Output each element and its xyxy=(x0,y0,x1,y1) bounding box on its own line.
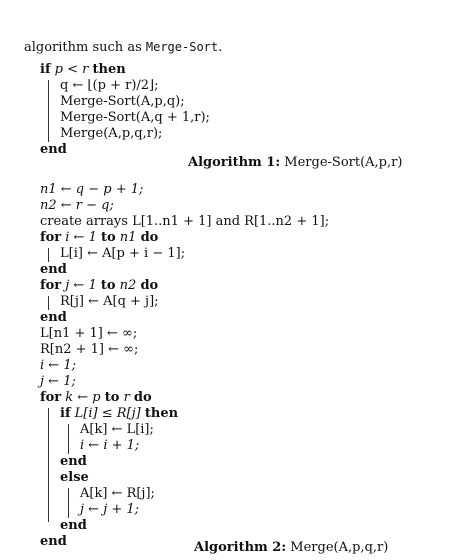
alg2-line-i1: i ← 1; xyxy=(40,358,76,373)
alg1-line-1: q ← ⌊(p + r)/2⌋; xyxy=(60,78,159,93)
alg2-else-bar xyxy=(68,488,69,518)
alg2-line-n2: n2 ← r − q; xyxy=(40,198,114,213)
alg1-line-2: Merge-Sort(A,p,q); xyxy=(60,94,185,109)
alg2-end-else: end xyxy=(60,518,87,533)
alg1-line-4: Merge(A,p,q,r); xyxy=(60,126,163,141)
alg2-line-Ln1: L[n1 + 1] ← ∞; xyxy=(40,326,138,341)
alg2-for-i: for i ← 1 to n1 do xyxy=(40,230,159,245)
alg2-for-k: for k ← p to r do xyxy=(40,390,152,405)
alg2-else: else xyxy=(60,470,89,485)
alg2-line-Rj: R[j] ← A[q + j]; xyxy=(60,294,159,309)
alg1-line-if: if p < r then xyxy=(40,62,126,77)
alg2-if-bar xyxy=(68,424,69,454)
alg1-block-bar xyxy=(48,80,49,142)
alg1-caption: Algorithm 1: Merge-Sort(A,p,r) xyxy=(188,155,403,170)
alg2-for-i-bar xyxy=(48,248,49,262)
alg2-line-Rn2: R[n2 + 1] ← ∞; xyxy=(40,342,139,357)
alg2-line-AkLi: A[k] ← L[i]; xyxy=(80,422,154,437)
alg1-line-3: Merge-Sort(A,q + 1,r); xyxy=(60,110,210,125)
alg2-line-n1: n1 ← q − p + 1; xyxy=(40,182,144,197)
alg2-end-2: end xyxy=(40,310,67,325)
alg2-for-j: for j ← 1 to n2 do xyxy=(40,278,159,293)
alg2-end-1: end xyxy=(40,262,67,277)
alg1-line-end: end xyxy=(40,142,67,157)
alg2-for-j-bar xyxy=(48,296,49,310)
intro-text: algorithm such as Merge-Sort. xyxy=(24,40,223,55)
alg2-for-k-bar xyxy=(48,408,49,522)
alg2-line-iinc: i ← i + 1; xyxy=(80,438,140,453)
alg2-end-for: end xyxy=(40,534,67,549)
alg2-line-create: create arrays L[1..n1 + 1] and R[1..n2 + 1]; xyxy=(40,214,330,229)
alg2-line-Li: L[i] ← A[p + i − 1]; xyxy=(60,246,186,261)
alg2-line-jinc: j ← j + 1; xyxy=(80,502,140,517)
alg2-line-AkRj: A[k] ← R[j]; xyxy=(80,486,155,501)
alg2-line-j1: j ← 1; xyxy=(40,374,76,389)
alg2-end-if: end xyxy=(60,454,87,469)
alg2-caption: Algorithm 2: Merge(A,p,q,r) xyxy=(194,540,389,555)
alg2-if: if L[i] ≤ R[j] then xyxy=(60,406,179,421)
